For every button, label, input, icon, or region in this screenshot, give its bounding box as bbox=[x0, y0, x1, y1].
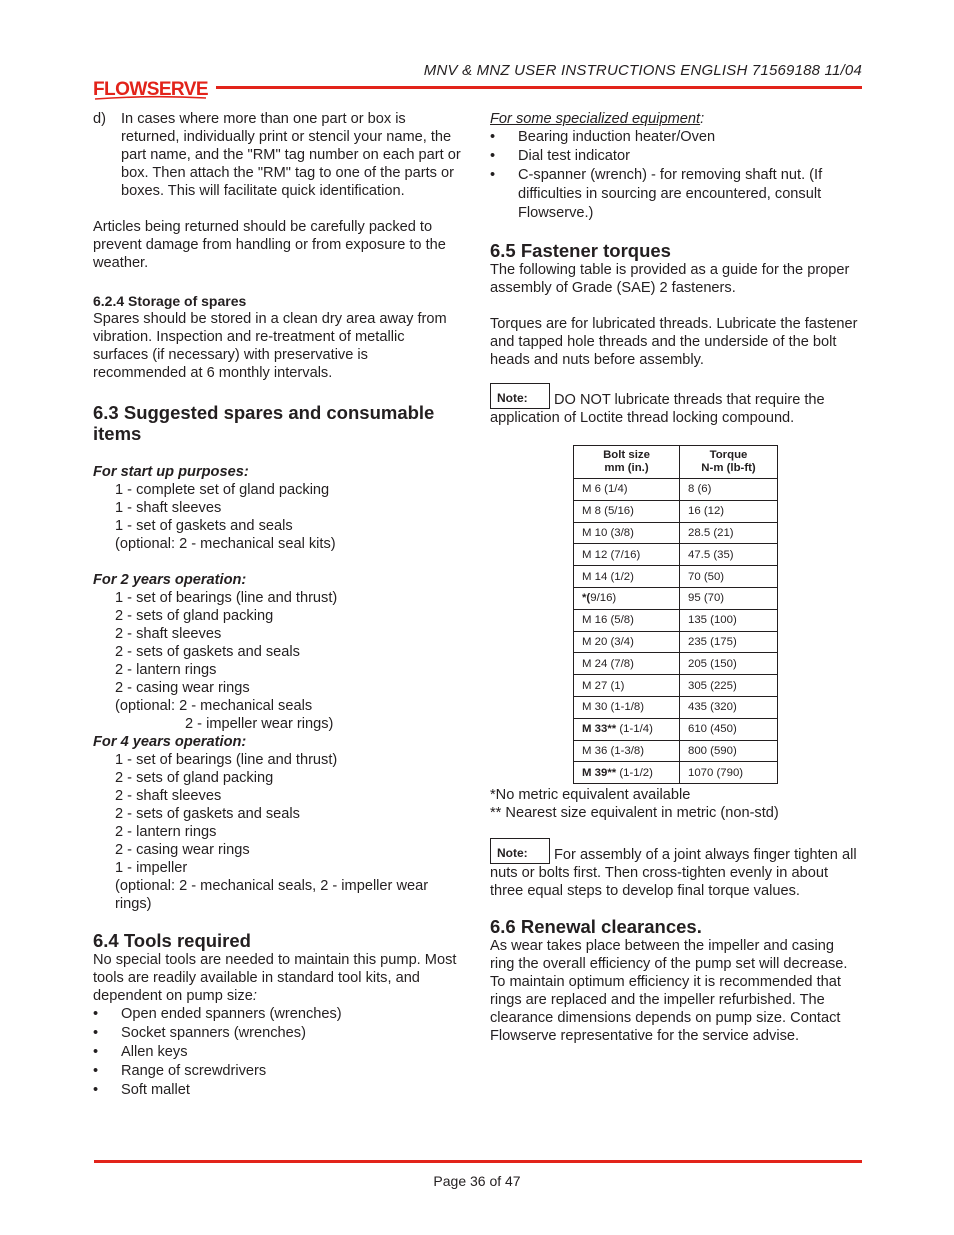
table-row bbox=[574, 522, 778, 544]
paragraph: Spares should be stored in a clean dry area away from vibration. Inspection and re-treatment of metallic surfaces (if necessary) with preservative is recommended at 6 monthly intervals. bbox=[93, 311, 447, 381]
torque-cell: 1070 (790) bbox=[680, 762, 778, 784]
page-number: Page 36 of 47 bbox=[433, 1173, 521, 1189]
bolt-size-text: M 24 (7/8) bbox=[582, 657, 634, 670]
section-heading-6-5: 6.5 Fastener torques bbox=[490, 240, 671, 261]
bolt-size-cell bbox=[574, 609, 680, 631]
list-item: • Socket spanners (wrenches) bbox=[93, 1024, 463, 1043]
bolt-size-text: M 27 (1) bbox=[582, 679, 625, 692]
bolt-size-cell bbox=[574, 696, 680, 718]
bolt-size-cell bbox=[574, 566, 680, 588]
paragraph: Articles being returned should be carefully packed to prevent damage from handling or from exposure to the weather. bbox=[93, 219, 446, 271]
list-item: 1 - set of gaskets and seals bbox=[115, 518, 293, 534]
list-item: 2 - lantern rings bbox=[115, 824, 217, 840]
footer-rule bbox=[94, 1160, 862, 1163]
bolt-size-cell bbox=[574, 718, 680, 740]
colon: : bbox=[252, 988, 257, 1004]
list-item: • Range of screwdrivers bbox=[93, 1062, 463, 1081]
bolt-size-text: M 6 (1/4) bbox=[582, 483, 628, 496]
bolt-size-text: M 14 (1/2) bbox=[582, 570, 634, 583]
torque-cell: 16 (12) bbox=[680, 500, 778, 522]
list-item-d bbox=[93, 110, 463, 200]
paragraph: No special tools are needed to maintain this pump. Most tools are readily available in standard tool kits, and dependent on pump size bbox=[93, 952, 457, 1004]
table-row bbox=[574, 544, 778, 566]
torque-cell: 70 (50) bbox=[680, 566, 778, 588]
bolt-size-bold: *( bbox=[582, 592, 591, 605]
table-row bbox=[574, 740, 778, 762]
bolt-size-bold: M 39** bbox=[582, 766, 617, 779]
bolt-size-cell bbox=[574, 762, 680, 784]
note-2 bbox=[490, 838, 862, 900]
table-row bbox=[574, 587, 778, 609]
list-item: 2 - shaft sleeves bbox=[115, 788, 222, 804]
bolt-size-cell bbox=[574, 500, 680, 522]
table-row bbox=[574, 718, 778, 740]
section-heading-6-3: 6.3 Suggested spares and consumable items bbox=[93, 402, 435, 444]
special-equipment-heading: For some specialized equipment bbox=[490, 111, 701, 127]
torque-cell: 135 (100) bbox=[680, 609, 778, 631]
four-year-list bbox=[93, 751, 463, 913]
list-item: 1 - shaft sleeves bbox=[115, 500, 222, 516]
bolt-size-cell bbox=[574, 675, 680, 697]
list-item: • Allen keys bbox=[93, 1043, 463, 1062]
torque-cell: 800 (590) bbox=[680, 740, 778, 762]
bolt-size-text: 9/16) bbox=[590, 592, 617, 605]
list-item: 2 - sets of gaskets and seals bbox=[115, 806, 300, 822]
table-row bbox=[574, 566, 778, 588]
list-item: (optional: 2 - mechanical seals bbox=[115, 698, 313, 714]
footnote: ** Nearest size equivalent in metric (non-std) bbox=[490, 805, 779, 822]
list-item: 2 - sets of gland packing bbox=[115, 608, 274, 624]
two-year-heading: For 2 years operation: bbox=[93, 572, 247, 588]
header-rule bbox=[216, 86, 862, 89]
bolt-size-cell bbox=[574, 522, 680, 544]
list-item: 2 - casing wear rings bbox=[115, 842, 250, 858]
torque-cell: 8 (6) bbox=[680, 479, 778, 501]
note-text: DO NOT lubricate threads that require the application of Loctite thread locking compound. bbox=[490, 392, 825, 426]
two-year-list bbox=[93, 589, 463, 715]
list-item: 2 - sets of gland packing bbox=[115, 770, 274, 786]
bolt-size-text: M 20 (3/4) bbox=[582, 635, 634, 648]
bolt-size-cell bbox=[574, 631, 680, 653]
right-column bbox=[490, 110, 862, 1045]
list-item: 2 - sets of gaskets and seals bbox=[115, 644, 300, 660]
list-item: 2 - impeller wear rings) bbox=[185, 716, 334, 732]
list-item: 1 - impeller bbox=[115, 860, 188, 876]
table-row bbox=[574, 479, 778, 501]
torque-cell: 28.5 (21) bbox=[680, 522, 778, 544]
startup-list bbox=[93, 481, 463, 553]
list-item: • C-spanner (wrench) - for removing shaft nut. (If difficulties in sourcing are encountered, consult Flowserve.) bbox=[490, 166, 862, 223]
list-item: • Dial test indicator bbox=[490, 147, 862, 166]
list-item: 1 - complete set of gland packing bbox=[115, 482, 330, 498]
table-header-row bbox=[574, 446, 778, 479]
torque-cell: 435 (320) bbox=[680, 696, 778, 718]
document-title: MNV & MNZ USER INSTRUCTIONS ENGLISH 71569188 11/04 bbox=[423, 62, 862, 79]
bolt-size-bold: M 33** bbox=[582, 723, 617, 736]
note-label: Note: bbox=[490, 383, 550, 409]
bolt-size-text: (1-1/2) bbox=[616, 766, 653, 779]
bolt-size-cell bbox=[574, 544, 680, 566]
torque-cell: 305 (225) bbox=[680, 675, 778, 697]
list-item: • Bearing induction heater/Oven bbox=[490, 128, 862, 147]
bolt-size-cell bbox=[574, 740, 680, 762]
paragraph: The following table is provided as a guide for the proper assembly of Grade (SAE) 2 fasteners. bbox=[490, 262, 850, 296]
torque-cell: 95 (70) bbox=[680, 587, 778, 609]
table-row bbox=[574, 696, 778, 718]
special-equipment-list bbox=[490, 128, 862, 223]
bolt-size-text: M 36 (1-3/8) bbox=[582, 744, 645, 757]
table-row bbox=[574, 609, 778, 631]
left-column bbox=[93, 110, 463, 1100]
list-item: 2 - casing wear rings bbox=[115, 680, 250, 696]
list-item: (optional: 2 - mechanical seal kits) bbox=[115, 536, 336, 552]
list-item: (optional: 2 - mechanical seals, 2 - impeller wear rings) bbox=[115, 878, 429, 912]
table-row bbox=[574, 762, 778, 784]
column-header-bolt-size: Bolt size mm (in.) bbox=[574, 446, 680, 479]
list-item: 1 - set of bearings (line and thrust) bbox=[115, 752, 338, 768]
torque-cell: 205 (150) bbox=[680, 653, 778, 675]
colon: : bbox=[700, 111, 705, 127]
table-row bbox=[574, 675, 778, 697]
table-row bbox=[574, 500, 778, 522]
bolt-size-text: M 12 (7/16) bbox=[582, 548, 641, 561]
torque-table bbox=[573, 445, 778, 784]
torque-cell: 47.5 (35) bbox=[680, 544, 778, 566]
table-row bbox=[574, 653, 778, 675]
bolt-size-text: (1-1/4) bbox=[616, 723, 653, 736]
four-year-heading: For 4 years operation: bbox=[93, 734, 247, 750]
torque-cell: 610 (450) bbox=[680, 718, 778, 740]
list-item: • Soft mallet bbox=[93, 1081, 463, 1100]
paragraph: As wear takes place between the impeller and casing ring the overall efficiency of the pump set will decrease. To maintain optimum efficiency it is recommended that rings are replaced and the impeller refurbished. The clearance dimensions depends on pump size. Contact Flowserve representative for the service advise. bbox=[490, 938, 848, 1045]
list-item-label: d) bbox=[93, 111, 106, 127]
tools-list bbox=[93, 1005, 463, 1100]
svg-text:FLOWSERVE: FLOWSERVE bbox=[93, 78, 209, 100]
bolt-size-text: M 30 (1-1/8) bbox=[582, 701, 645, 714]
paragraph: Torques are for lubricated threads. Lubricate the fastener and tapped hole threads and the underside of the bolt heads and nuts before assembly. bbox=[490, 316, 858, 368]
note-text: For assembly of a joint always finger tighten all nuts or bolts first. Then cross-tighten evenly in about three equal steps to develop final torque values. bbox=[490, 847, 857, 900]
list-item: 2 - lantern rings bbox=[115, 662, 217, 678]
bolt-size-cell bbox=[574, 653, 680, 675]
table-row bbox=[574, 631, 778, 653]
column-header-torque: Torque N-m (lb-ft) bbox=[680, 446, 778, 479]
list-item: • Open ended spanners (wrenches) bbox=[93, 1005, 463, 1024]
storage-heading: 6.2.4 Storage of spares bbox=[93, 293, 247, 309]
section-heading-6-6: 6.6 Renewal clearances. bbox=[490, 916, 702, 938]
list-item: 2 - shaft sleeves bbox=[115, 626, 222, 642]
section-heading-6-4: 6.4 Tools required bbox=[93, 930, 251, 951]
note-1 bbox=[490, 383, 862, 427]
torque-cell: 235 (175) bbox=[680, 631, 778, 653]
list-item-text: In cases where more than one part or box is returned, individually print or stencil your name, the part name, and the "RM" tag number on each part or box. Then attach the "RM" tag to one of the parts or boxes. This will facilitate quick identification. bbox=[121, 111, 461, 199]
flowserve-logo bbox=[92, 74, 210, 104]
bolt-size-text: M 8 (5/16) bbox=[582, 505, 634, 518]
bolt-size-cell bbox=[574, 587, 680, 609]
bolt-size-text: M 10 (3/8) bbox=[582, 526, 634, 539]
bolt-size-text: M 16 (5/8) bbox=[582, 614, 634, 627]
footnote: *No metric equivalent available bbox=[490, 787, 691, 804]
startup-heading: For start up purposes: bbox=[93, 464, 249, 480]
bolt-size-cell bbox=[574, 479, 680, 501]
list-item: 1 - set of bearings (line and thrust) bbox=[115, 590, 338, 606]
note-label: Note: bbox=[490, 838, 550, 864]
